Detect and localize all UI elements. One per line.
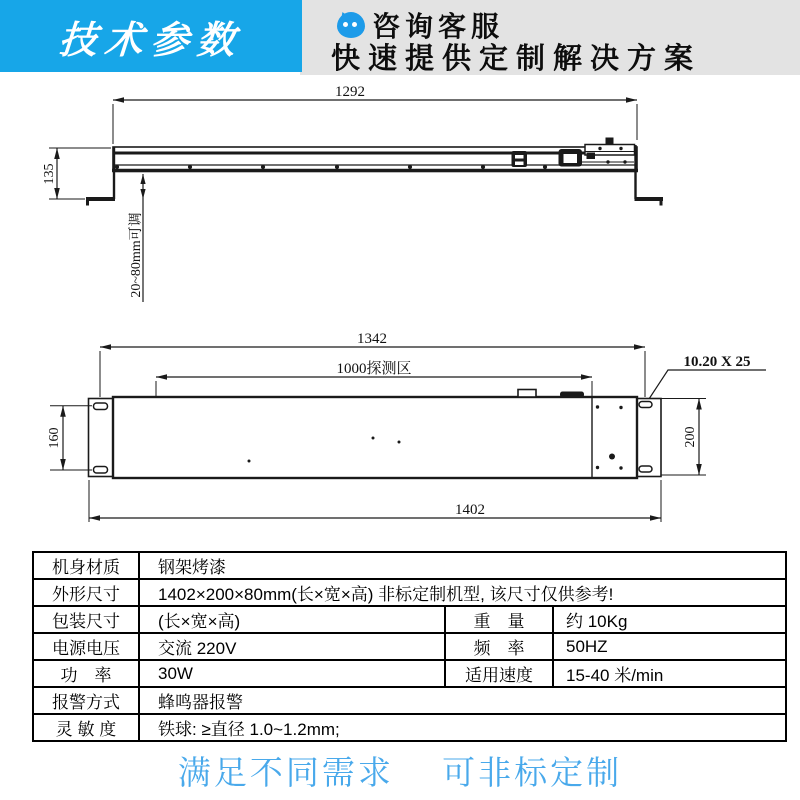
spec-value: 1402×200×80mm(长×宽×高) 非标定制机型, 该尺寸仅供参考! xyxy=(139,579,786,606)
table-row xyxy=(33,660,786,687)
width-dimension xyxy=(661,399,706,476)
slot-size-callout xyxy=(647,354,766,402)
spec-value: 50HZ xyxy=(553,633,786,660)
spec-value: 约 10Kg xyxy=(553,606,786,633)
table-row xyxy=(33,633,786,660)
width-dim-label: 200 xyxy=(683,426,698,448)
side-view-drawing xyxy=(0,78,800,310)
chat-bubble-icon[interactable] xyxy=(337,12,365,38)
service-tagline: 快速提供定制解决方案 xyxy=(331,43,702,75)
spec-value: 30W xyxy=(139,660,445,687)
page-title: 技术参数 xyxy=(57,19,245,62)
spec-value: 钢架烤漆 xyxy=(139,552,786,579)
side-length-dim-label: 1292 xyxy=(335,84,365,100)
mount-spacing-dimension xyxy=(47,406,92,470)
spec-value: 交流 220V xyxy=(139,633,445,660)
foot-adjust-dim-label: 20~80mm可调 xyxy=(129,212,144,298)
total-length-dim-label: 1402 xyxy=(455,502,485,518)
table-row xyxy=(33,687,786,714)
spec-label: 机身材质 xyxy=(33,552,139,579)
spec-table xyxy=(32,551,787,742)
top-overall-dim-label: 1342 xyxy=(357,331,387,347)
spec-value: 铁球: ≥直径 1.0~1.2mm; xyxy=(139,714,786,741)
spec-label: 包装尺寸 xyxy=(33,606,139,633)
top-view-body xyxy=(89,390,662,479)
table-row xyxy=(33,552,786,579)
spec-label: 适用速度 xyxy=(445,660,553,687)
spec-value: (长×宽×高) xyxy=(139,606,445,633)
table-row xyxy=(33,606,786,633)
header-title-box xyxy=(0,0,302,72)
side-view-body xyxy=(86,138,663,206)
spec-label: 频 率 xyxy=(445,633,553,660)
spec-value: 蜂鸣器报警 xyxy=(139,687,786,714)
spec-label: 灵 敏 度 xyxy=(33,714,139,741)
footer-slogan: 满足不同需求 可非标定制 xyxy=(177,754,623,791)
side-height-dim-label: 135 xyxy=(42,163,57,185)
foot-adjust-dimension xyxy=(128,174,146,302)
table-row xyxy=(33,579,786,606)
side-length-dimension xyxy=(113,84,637,144)
top-edge-component xyxy=(560,392,584,398)
top-edge-switch xyxy=(518,390,536,398)
detection-zone-dim-label: 1000探测区 xyxy=(336,361,412,377)
spec-label: 电源电压 xyxy=(33,633,139,660)
table-row xyxy=(33,714,786,741)
top-view-drawing xyxy=(0,318,800,530)
spec-label: 功 率 xyxy=(33,660,139,687)
total-length-dimension xyxy=(89,480,661,522)
side-height-dimension xyxy=(42,148,111,199)
spec-label: 外形尺寸 xyxy=(33,579,139,606)
spec-value: 15-40 米/min xyxy=(553,660,786,687)
customer-service-label[interactable]: 咨询客服 xyxy=(372,11,505,42)
slot-size-label: 10.20 X 25 xyxy=(683,354,751,370)
spec-label: 报警方式 xyxy=(33,687,139,714)
mount-spacing-dim-label: 160 xyxy=(47,427,62,449)
spec-label: 重 量 xyxy=(445,606,553,633)
